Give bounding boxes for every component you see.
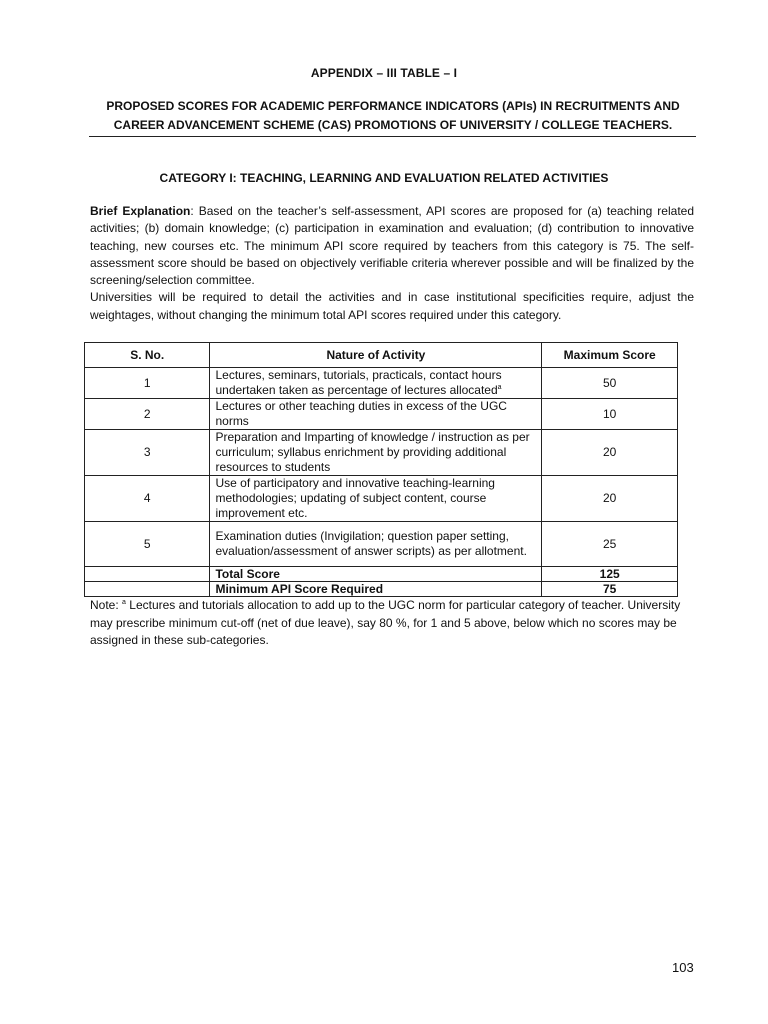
row-nature: Lectures or other teaching duties in excess of the UGC norms (210, 399, 542, 430)
page-number: 103 (672, 960, 694, 975)
brief-explanation (90, 203, 694, 324)
total-score-label: Total Score (210, 567, 542, 582)
header-sno: S. No. (85, 343, 210, 368)
explanation-label: Brief Explanation (90, 204, 191, 218)
main-title-line-1: PROPOSED SCORES FOR ACADEMIC PERFORMANCE INDICATORS (APIs) IN RECRUITMENTS AND (106, 99, 680, 113)
title-divider (89, 136, 696, 137)
explanation-paragraph-1 (90, 203, 694, 289)
row-nature: Examination duties (Invigilation; question paper setting, evaluation/assessment of answer scripts) as per allotment. (210, 522, 542, 567)
row-nature (210, 368, 542, 399)
explanation-paragraph-2: Universities will be required to detail the activities and in case institutional specificities require, adjust the weightages, without changing the minimum total API scores required under this category. (90, 290, 694, 322)
note-footnote-marker: a (122, 599, 126, 606)
minimum-score-row (85, 582, 678, 597)
total-score-row (85, 567, 678, 582)
table-row (85, 399, 678, 430)
row-max-score: 10 (542, 399, 678, 430)
row-max-score: 50 (542, 368, 678, 399)
total-score-value: 125 (542, 567, 678, 582)
row-max-score: 20 (542, 430, 678, 476)
row-sno: 3 (85, 430, 210, 476)
table-note (90, 597, 694, 650)
category-title: CATEGORY I: TEACHING, LEARNING AND EVALUATION RELATED ACTIVITIES (159, 171, 609, 185)
table-header-row (85, 343, 678, 368)
appendix-title: APPENDIX – III TABLE – I (310, 66, 458, 80)
row-nature: Use of participatory and innovative teaching-learning methodologies; updating of subject content, course improvement etc. (210, 476, 542, 522)
explanation-text-1: : Based on the teacher’s self-assessment, API scores are proposed for (a) teaching related activities; (b) domain knowledge; (c) participation in examination and evaluation; (d) contribution to innovative teaching, new courses etc. The minimum API score required by teachers from this category is 75. The self-assessment score should be based on objectively verifiable criteria wherever possible and will be finalized by the screening/selection committee. (90, 204, 694, 288)
minimum-score-label: Minimum API Score Required (210, 582, 542, 597)
table-row (85, 430, 678, 476)
row-sno: 1 (85, 368, 210, 399)
table-row (85, 476, 678, 522)
table-row (85, 368, 678, 399)
main-title (90, 97, 696, 135)
minimum-empty-cell (85, 582, 210, 597)
row-max-score: 20 (542, 476, 678, 522)
api-score-table (84, 342, 678, 597)
header-nature-of-activity: Nature of Activity (210, 343, 542, 368)
note-prefix: Note: (90, 598, 119, 612)
row-sno: 5 (85, 522, 210, 567)
row-sno: 4 (85, 476, 210, 522)
table-row (85, 522, 678, 567)
row-max-score: 25 (542, 522, 678, 567)
header-maximum-score: Maximum Score (542, 343, 678, 368)
row-nature: Preparation and Imparting of knowledge / instruction as per curriculum; syllabus enrichment by providing additional resources to students (210, 430, 542, 476)
footnote-marker: a (497, 384, 502, 391)
row-nature-text: Lectures, seminars, tutorials, practicals, contact hours undertaken taken as percentage of lectures allocated (215, 368, 502, 397)
note-text: Lectures and tutorials allocation to add up to the UGC norm for particular category of teacher. University may prescribe minimum cut-off (net of due leave), say 80 %, for 1 and 5 above, below which no scores may be assigned in these sub-categories. (90, 598, 681, 647)
total-empty-cell (85, 567, 210, 582)
minimum-score-value: 75 (542, 582, 678, 597)
row-sno: 2 (85, 399, 210, 430)
main-title-line-2: CAREER ADVANCEMENT SCHEME (CAS) PROMOTIONS OF UNIVERSITY / COLLEGE TEACHERS. (113, 118, 673, 132)
